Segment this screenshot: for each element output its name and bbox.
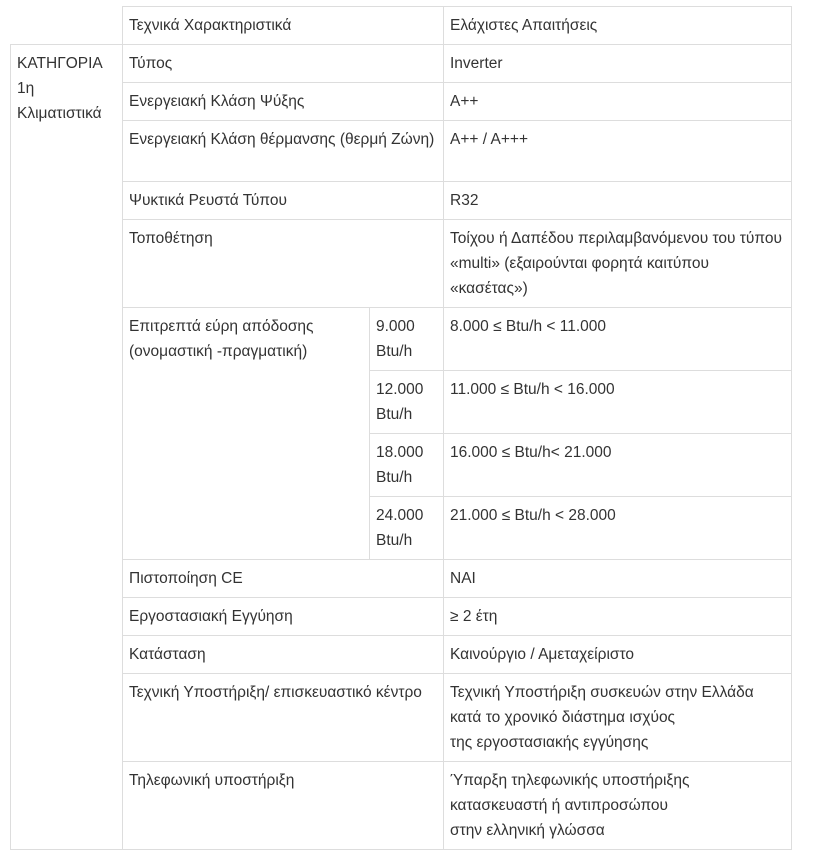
row-label: Εργοστασιακή Εγγύηση (123, 598, 444, 636)
table-row (11, 220, 792, 308)
row-label: Τύπος (123, 45, 444, 83)
capacity-size: 24.000 Btu/h (370, 497, 444, 560)
table-row (11, 636, 792, 674)
capacity-size: 12.000 Btu/h (370, 371, 444, 434)
header-row (11, 7, 792, 45)
header-characteristics: Τεχνικά Χαρακτηριστικά (123, 7, 444, 45)
table-row (11, 45, 792, 83)
table-row (11, 121, 792, 182)
row-value: A++ (444, 83, 792, 121)
row-value: R32 (444, 182, 792, 220)
table-row (11, 308, 792, 371)
table-row (11, 598, 792, 636)
category-label: ΚΑΤΗΓΟΡΙΑ 1η Κλιματιστικά (11, 45, 123, 850)
row-value: ΝΑΙ (444, 560, 792, 598)
specifications-table (10, 6, 792, 850)
capacity-size: 18.000 Btu/h (370, 434, 444, 497)
row-label: Κατάσταση (123, 636, 444, 674)
row-value: Τεχνική Υποστήριξη συσκευών στην Ελλάδα κατά το χρονικό διάστημα ισχύος της εργοστασιακής εγγύησης (444, 674, 792, 762)
capacity-range: 8.000 ≤ Btu/h < 11.000 (444, 308, 792, 371)
row-value: Inverter (444, 45, 792, 83)
capacity-range: 21.000 ≤ Btu/h < 28.000 (444, 497, 792, 560)
row-value: Ύπαρξη τηλεφωνικής υποστήριξης κατασκευαστή ή αντιπροσώπου στην ελληνική γλώσσα (444, 762, 792, 850)
table-row (11, 762, 792, 850)
row-label: Τηλεφωνική υποστήριξη (123, 762, 444, 850)
table-row (11, 674, 792, 762)
row-label: Τεχνική Υποστήριξη/ επισκευαστικό κέντρο (123, 674, 444, 762)
row-value: Καινούργιο / Αμεταχείριστο (444, 636, 792, 674)
table-row (11, 560, 792, 598)
empty-corner-cell (11, 7, 123, 45)
row-label: Ψυκτικά Ρευστά Τύπου (123, 182, 444, 220)
capacity-size: 9.000 Btu/h (370, 308, 444, 371)
row-label: Ενεργειακή Κλάση θέρμανσης (θερμή Ζώνη) (123, 121, 444, 182)
row-value: A++ / A+++ (444, 121, 792, 182)
capacity-label: Επιτρεπτά εύρη απόδοσης (ονομαστική -πραγματική) (123, 308, 370, 560)
table-row (11, 182, 792, 220)
row-value: ≥ 2 έτη (444, 598, 792, 636)
capacity-range: 11.000 ≤ Btu/h < 16.000 (444, 371, 792, 434)
row-label: Τοποθέτηση (123, 220, 444, 308)
row-value: Τοίχου ή Δαπέδου περιλαμβανόμενου του τύπου «multi» (εξαιρούνται φορητά καιτύπου «κασέτας») (444, 220, 792, 308)
row-label: Ενεργειακή Κλάση Ψύξης (123, 83, 444, 121)
header-requirements: Ελάχιστες Απαιτήσεις (444, 7, 792, 45)
capacity-range: 16.000 ≤ Btu/h< 21.000 (444, 434, 792, 497)
row-label: Πιστοποίηση CE (123, 560, 444, 598)
table-row (11, 83, 792, 121)
